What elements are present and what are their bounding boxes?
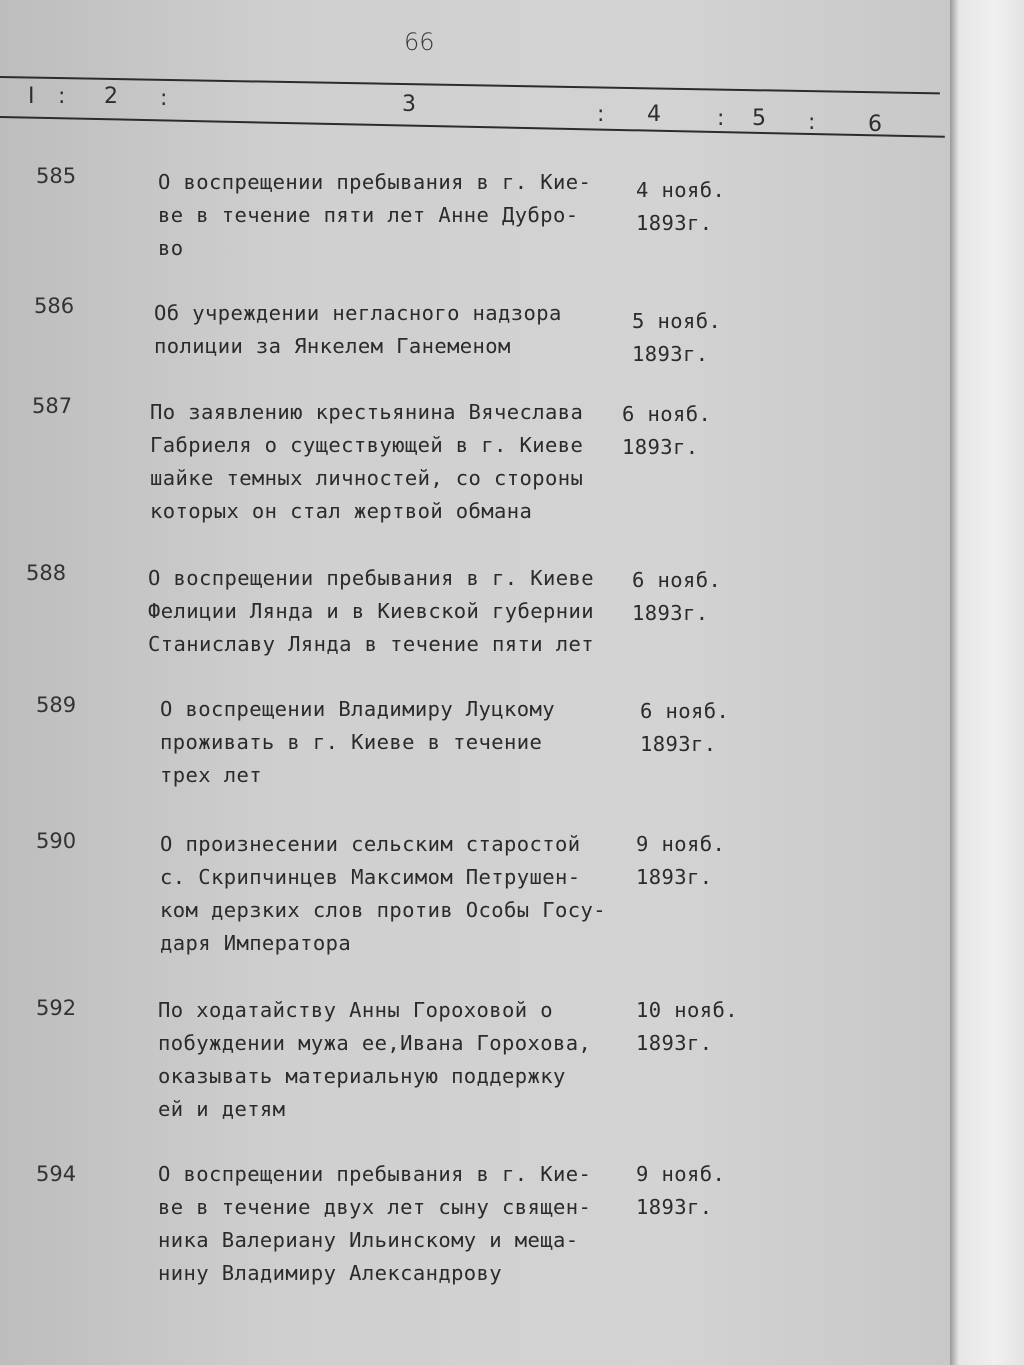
page-edge-background	[950, 0, 1024, 1365]
entry-title: О воспрещении пребывания в г. Киеве Фелиции Лянда и в Киевской губернии Станиславу Лянда в течение пяти лет	[148, 566, 594, 656]
entry-number: 585	[36, 164, 77, 188]
column-header-separator: :	[597, 102, 605, 127]
entry-date: 6 нояб. 1893г.	[632, 568, 722, 625]
entry-date: 6 нояб. 1893г.	[622, 402, 712, 459]
entry-number: 586	[34, 294, 75, 318]
entry-title: О произнесении сельским старостой с. Скрипчинцев Максимом Петрушен- ком дерзких слов против Особы Госу- даря Императора	[160, 832, 606, 955]
column-header-separator: :	[717, 106, 725, 131]
entry-date: 9 нояб. 1893г.	[636, 1162, 726, 1219]
entry-title: О воспрещении пребывания в г. Кие- ве в течение пяти лет Анне Дубро- во	[158, 170, 592, 260]
entry-title: О воспрещении Владимиру Луцкому проживать в г. Киеве в течение трех лет	[160, 697, 556, 787]
column-header-2: 2	[104, 84, 118, 109]
entry-number: 594	[36, 1162, 77, 1186]
column-header-5: 5	[752, 106, 766, 131]
column-header-4: 4	[647, 102, 661, 127]
header-top-rule	[0, 76, 940, 94]
entry-number: 589	[36, 693, 77, 717]
entry-number: 590	[36, 829, 77, 853]
column-header-3: 3	[402, 92, 416, 117]
entry-date: 4 нояб. 1893г.	[636, 178, 726, 235]
entry-date: 5 нояб. 1893г.	[632, 309, 722, 366]
entry-title: По ходатайству Анны Гороховой о побуждении мужа ее,Ивана Горохова, оказывать материальную поддержку ей и детям	[158, 998, 592, 1121]
column-header-1: I	[28, 84, 35, 109]
entry-number: 588	[26, 561, 67, 585]
entry-title: О воспрещении пребывания в г. Кие- ве в течение двух лет сыну священ- ника Валериану Ильинскому и меща- нину Владимиру Александрову	[158, 1162, 592, 1285]
entry-number: 587	[32, 394, 73, 418]
entry-date: 10 нояб. 1893г.	[636, 998, 738, 1055]
column-header-separator: :	[160, 86, 168, 111]
entry-date: 6 нояб. 1893г.	[640, 699, 730, 756]
column-header-separator: :	[808, 110, 816, 135]
column-header-separator: :	[58, 84, 66, 109]
entry-title: Об учреждении негласного надзора полиции за Янкелем Ганеменом	[154, 301, 562, 358]
column-header-6: 6	[868, 112, 882, 137]
page-number: 66	[404, 28, 435, 56]
entry-date: 9 нояб. 1893г.	[636, 832, 726, 889]
header-bottom-rule	[0, 116, 945, 138]
entry-number: 592	[36, 996, 77, 1020]
entry-title: По заявлению крестьянина Вячеслава Габриеля о существующей в г. Киеве шайке темных личностей, со стороны которых он стал жертвой обмана	[150, 400, 584, 523]
